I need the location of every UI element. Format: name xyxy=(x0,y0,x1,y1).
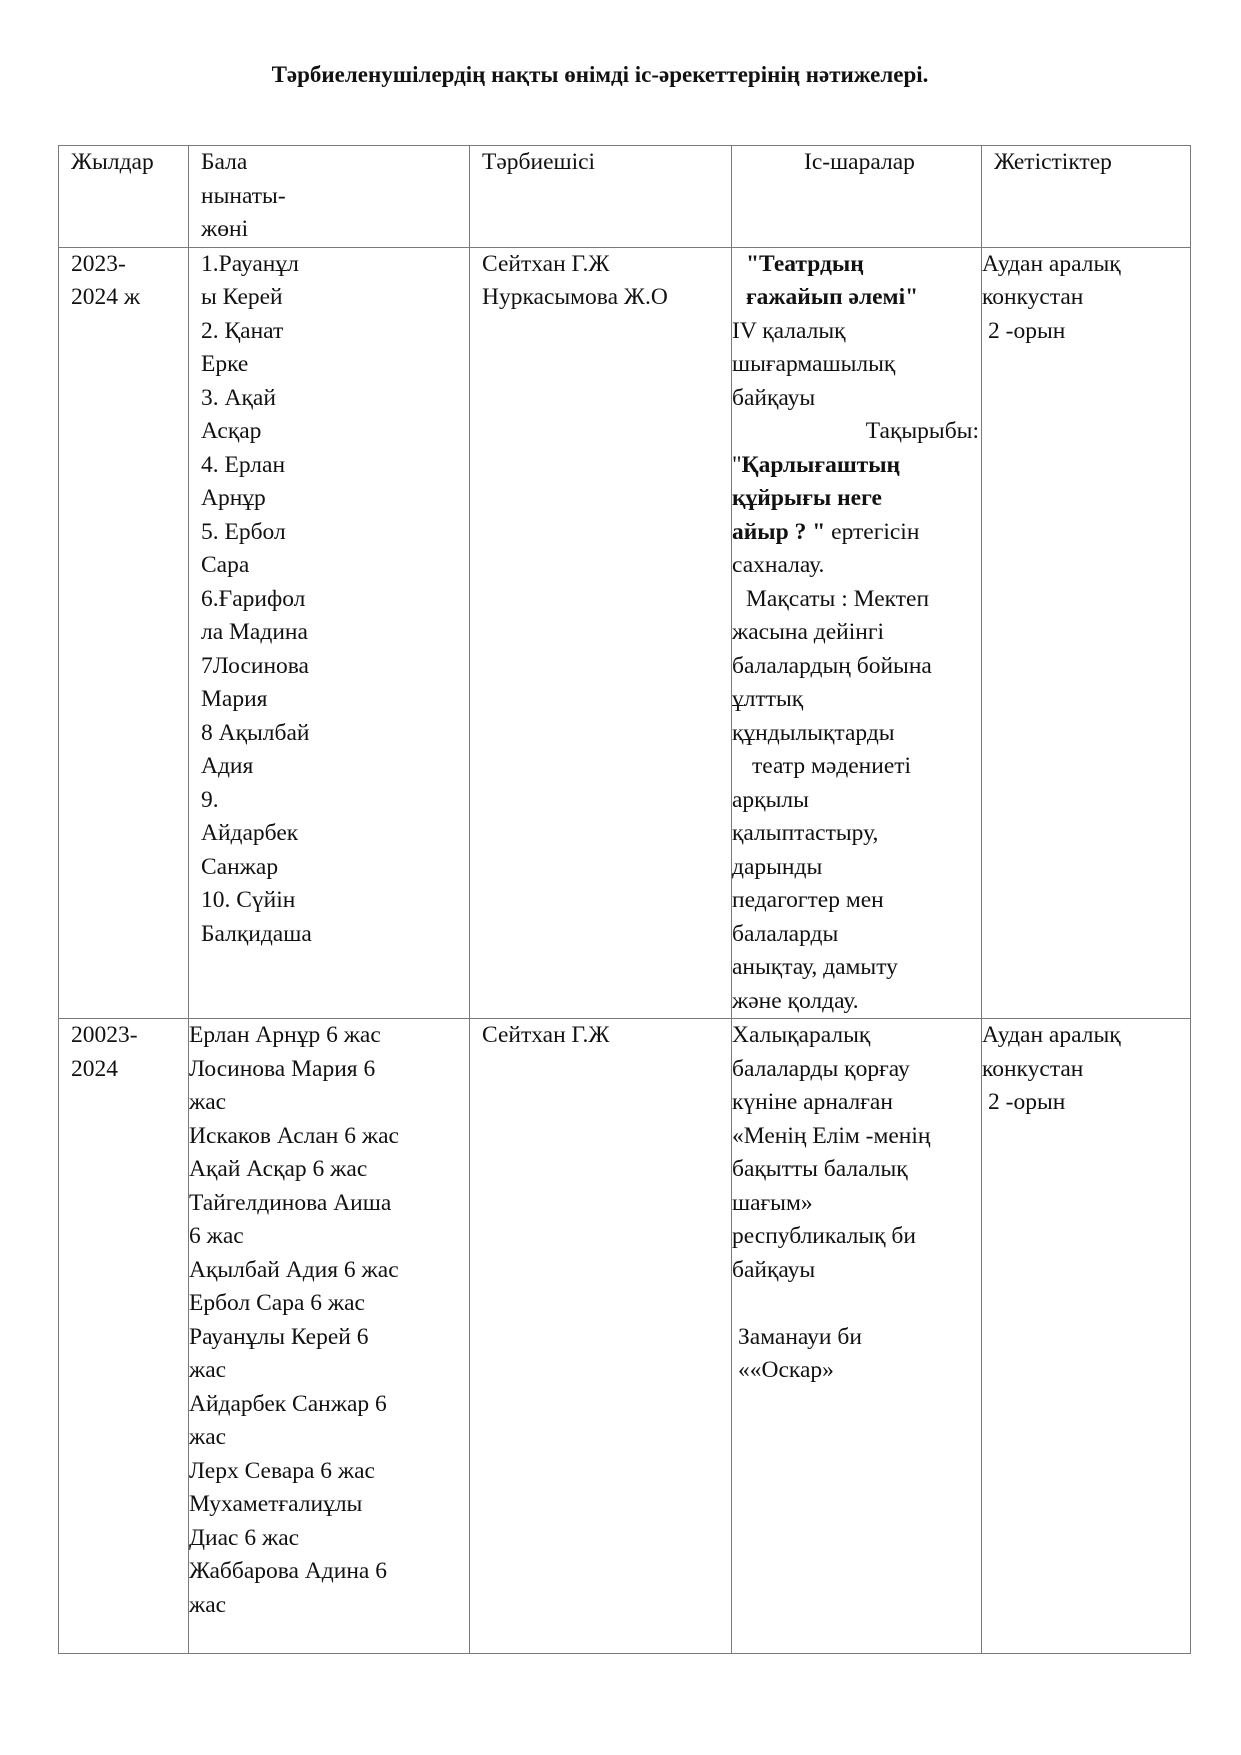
years-cell xyxy=(59,247,189,1019)
topic-title: Қарлығаштың құйрығы неге айыр ? " xyxy=(732,451,901,545)
years-text: 2023- 2024 ж xyxy=(71,250,141,310)
place-text: 2 -орын xyxy=(988,1089,1066,1115)
header-achievements-cell xyxy=(982,146,1191,248)
topic-quote: " xyxy=(732,451,742,478)
table-row xyxy=(59,247,1191,1019)
achievements-text: Аудан аралық конкустан xyxy=(982,250,1121,310)
events-extra xyxy=(732,1321,981,1388)
topic-label: Тақырыбы: xyxy=(865,418,979,444)
events-extra-text: Заманауи би ««Оскар» xyxy=(738,1323,862,1383)
goal-text-3: арқылы қалыптастыру, дарынды педагогтер мен балаларды анықтау, дамыту және қолдау. xyxy=(732,786,898,1014)
achievements-text: Аудан аралық конкустан xyxy=(982,1022,1121,1082)
contest-title: "Театрдың ғажайып әлемі" xyxy=(746,250,919,310)
events-text xyxy=(732,248,981,1019)
events-text: Халықаралық балаларды қорғау күніне арналған «Менің Елім -менің бақытты балалық шағым» республикалық би байқауы xyxy=(732,1022,931,1283)
goal-text: жасына дейінгі балалардың бойына ұлттық құндылықтарды xyxy=(732,619,932,746)
results-table xyxy=(58,145,1191,1654)
header-achievements: Жетістіктер xyxy=(994,149,1112,175)
children-cell xyxy=(189,1019,470,1654)
teacher-cell xyxy=(470,1019,732,1654)
header-events: Іс-шаралар xyxy=(804,149,915,175)
header-events-cell xyxy=(732,146,982,248)
place-text: 2 -орын xyxy=(988,317,1066,344)
teacher-names: Сейтхан Г.Ж Нуркасымова Ж.О xyxy=(482,250,668,310)
header-row xyxy=(59,146,1191,248)
header-children: Бала нынаты- жөні xyxy=(201,149,286,242)
goal-text-2: театр мәдениеті xyxy=(752,753,912,779)
years-text: 20023- 2024 xyxy=(71,1022,138,1082)
children-list: Ерлан Арнұр 6 жас Лосинова Мария 6 жас Искаков Аслан 6 жас Ақай Асқар 6 жас Тайгелдинова Аиша 6 жас Ақылбай Адия 6 жас Ербол Сара 6 жас Рауанұлы Керей 6 жас Айдарбек Санжар 6 жас Лерх Севара 6 жас Мухаметғалиұлы Диас 6 жас Жаббарова Адина 6 жас xyxy=(189,1022,399,1618)
achievements-cell xyxy=(982,247,1191,1019)
events-cell xyxy=(732,247,982,1019)
children-cell xyxy=(189,247,470,1019)
header-years: Жылдар xyxy=(71,149,154,175)
header-years-cell xyxy=(59,146,189,248)
contest-desc: IV қалалық шығармашылық байқауы xyxy=(732,317,896,411)
teacher-names: Сейтхан Г.Ж xyxy=(482,1022,610,1048)
table-row xyxy=(59,1019,1191,1654)
header-teacher: Тәрбиешісі xyxy=(482,149,596,175)
goal-label: Мақсаты : Мектеп xyxy=(746,585,930,612)
header-teacher-cell xyxy=(470,146,732,248)
page-title: Тәрбиеленушілердің нақты өнімді іс-әрекеттерінің нәтижелері. xyxy=(271,62,929,87)
years-cell xyxy=(59,1019,189,1654)
events-cell xyxy=(732,1019,982,1654)
teacher-cell xyxy=(470,247,732,1019)
achievements-cell xyxy=(982,1019,1191,1654)
children-list: 1.Рауанұл ы Керей 2. Қанат Ерке 3. Ақай Асқар 4. Ерлан Арнұр 5. Ербол Сара 6.Ғарифол ла Мадина 7Лосинова Мария 8 Ақылбай Адия 9. Айдарбек Санжар 10. Сүйін Балқидаша xyxy=(201,250,312,947)
header-children-cell xyxy=(189,146,470,248)
topic-rest: ертегісін сахналау. xyxy=(732,518,920,578)
